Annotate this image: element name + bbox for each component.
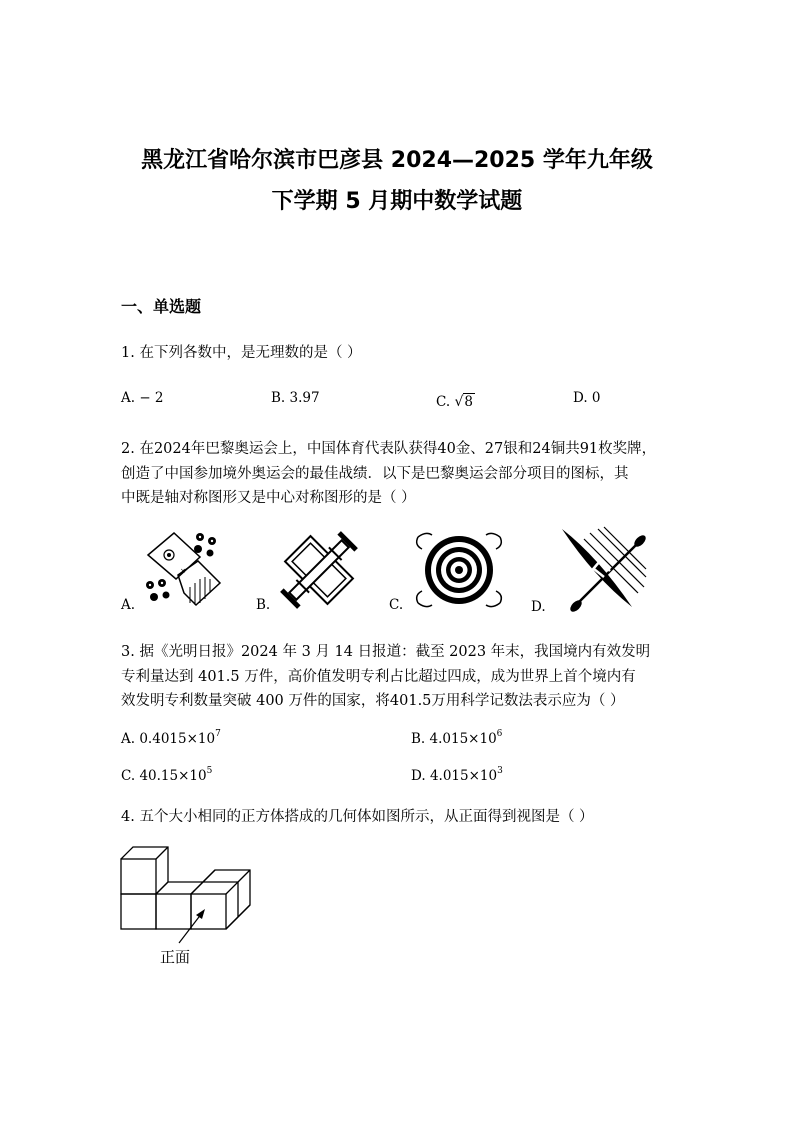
q1-option-a: A. − 2	[121, 390, 164, 406]
archery-icon	[414, 527, 504, 613]
question-4-stem: 4. 五个大小相同的正方体搭成的几何体如图所示，从正面得到视图是（ ）	[121, 809, 594, 825]
q3-option-d	[411, 766, 503, 784]
q1-option-b: B. 3.97	[271, 390, 320, 406]
q3-option-c-exponent: 5	[206, 766, 213, 776]
page-title-line1: 黑龙江省哈尔滨市巴彦县 2024—2025 学年九年级	[141, 148, 653, 173]
q1-option-d: D. 0	[573, 390, 601, 406]
q2-option-a: A.	[121, 597, 136, 613]
question-3-line1: 3. 据《光明日报》2024 年 3 月 14 日报道：截至 2023 年末，我国境内有效发明	[121, 644, 651, 660]
q3-option-a	[121, 729, 221, 747]
q2-option-b: B.	[256, 597, 271, 613]
weightlifting-icon	[276, 527, 362, 613]
question-3-line3: 效发明专利数量突破 400 万件的国家，将401.5万用科学记数法表示应为（ ）	[121, 693, 625, 709]
q2-option-c: C.	[389, 597, 404, 613]
q3-option-c-mantissa: 40.15×10	[139, 768, 207, 784]
q2-option-d: D.	[531, 599, 546, 615]
q3-option-b	[411, 729, 502, 747]
q3-option-b-label: B.	[411, 731, 426, 747]
question-2-line3: 中既是轴对称图形又是中心对称图形的是（ ）	[121, 490, 416, 506]
section-heading: 一、单选题	[121, 297, 202, 316]
canoeing-icon	[558, 527, 648, 613]
radical-sign: √	[454, 394, 464, 410]
sqrt-symbol	[454, 394, 475, 410]
q3-option-a-exponent: 7	[215, 729, 221, 739]
question-2-line1: 2. 在2024年巴黎奥运会上，中国体育代表队获得40金、27银和24铜共91枚奖牌，	[121, 441, 657, 457]
question-3-line2: 专利量达到 401.5 万件，高价值发明专利占比超过四成，成为世界上首个境内有	[121, 669, 636, 685]
cube-solid-figure	[119, 845, 251, 945]
q3-option-b-mantissa: 4.015×10	[429, 731, 497, 747]
page-title-line2: 下学期 5 月期中数学试题	[271, 189, 523, 214]
q1-option-c-label: C.	[436, 394, 451, 410]
q3-option-a-mantissa: 0.4015×10	[139, 731, 216, 747]
question-2-line2: 创造了中国参加境外奥运会的最佳战绩．以下是巴黎奥运会部分项目的图标，其	[121, 466, 629, 482]
q3-option-d-label: D.	[411, 768, 426, 784]
q1-option-c	[436, 385, 475, 410]
q3-option-c-label: C.	[121, 768, 136, 784]
q3-option-d-mantissa: 4.015×10	[429, 768, 498, 784]
radicand: 8	[464, 394, 473, 410]
q3-option-b-exponent: 6	[496, 729, 503, 739]
svg-text:×: ×	[180, 567, 186, 575]
q3-option-d-exponent: 3	[497, 766, 503, 776]
skateboarding-icon	[140, 527, 230, 612]
q3-option-a-label: A.	[121, 731, 136, 747]
question-1-stem: 1. 在下列各数中，是无理数的是（ ）	[121, 345, 362, 361]
front-view-label: 正面	[160, 948, 191, 966]
q3-option-c	[121, 766, 212, 784]
